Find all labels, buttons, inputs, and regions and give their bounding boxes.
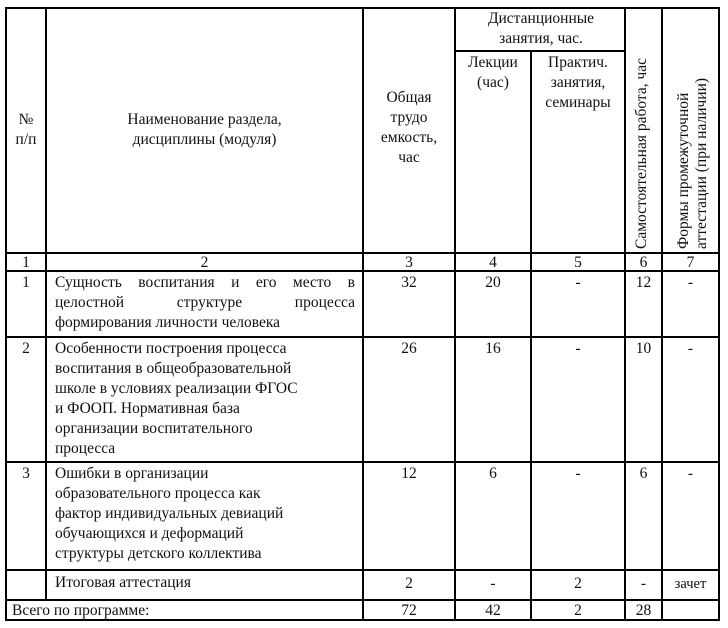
row-name [55,573,355,593]
row-total: 26 [401,340,417,357]
col-divider-4 [530,50,532,621]
row-name-line: Ошибки в организации [55,465,209,482]
header-distance [456,9,626,49]
row-name-line: Итоговая аттестация [55,574,191,591]
col-divider-1 [45,7,47,600]
divider-distance-header [454,50,626,52]
row-total: 2 [405,575,413,592]
table-border-left [5,7,7,621]
row-name-line: целостной структуре процесса [55,294,355,311]
row-total: 12 [401,465,417,482]
header-num-line: п/п [15,131,37,148]
header-name-line: дисциплины (модуля) [132,131,277,148]
row-name-line: школе в условиях реализации ФГОС [55,380,298,397]
header-total-line: емкость, [380,129,438,146]
row-lectures: 16 [485,340,501,357]
row-practice: - [575,274,581,291]
row-forms: - [687,274,694,291]
row-practice: 2 [574,575,582,592]
header-forms-line-2: аттестации (при наличии) [693,77,710,249]
row-total: 32 [401,274,417,291]
header-lectures [456,53,530,93]
header-num [7,110,45,150]
row-name-line: и ФООП. Нормативная база [55,400,240,417]
row-name-line: обучающихся и деформаций [55,525,244,542]
row-practice: - [575,340,581,357]
header-practice [532,53,624,113]
row-self-work: 10 [635,340,652,357]
header-practice-line: семинары [545,94,611,111]
row-num: 3 [22,465,30,482]
row-name [55,339,355,459]
total-lectures: 42 [485,602,501,619]
header-total-line: час [398,149,420,166]
row-self-work: 6 [639,465,648,482]
row-self-work: 12 [635,274,652,291]
row-name [55,464,355,564]
header-num-line: № [18,111,34,128]
row-self-work: - [640,575,647,592]
header-total-line: трудо [390,109,428,126]
row-name [55,273,355,333]
row-lectures: 20 [485,274,501,291]
row-name-line: формирования личности человека [55,314,281,331]
header-forms-line-1: Формы промежуточной [675,92,692,249]
row-forms: зачет [674,576,707,592]
total-practice: 2 [574,602,582,619]
header-distance-line: занятия, час. [499,30,583,47]
col-divider-5 [624,7,626,621]
row-lectures: 6 [489,465,497,482]
col-divider-6 [661,7,663,621]
header-total-line: Общая [386,89,432,106]
row-practice: - [575,465,581,482]
colnum-3: 3 [405,254,413,271]
row-name-line: фактор индивидуальных девиаций [55,505,284,522]
row-name-line: процесса [55,440,116,457]
colnum-4: 4 [489,254,497,271]
row-name-line: воспитания в общеобразовательной [55,360,292,377]
header-self-work: Самостоятельная работа, час [633,57,650,249]
header-practice-line: занятия, [550,74,606,91]
row-name-line: структуры детского коллектива [55,545,262,562]
col-divider-3 [454,7,456,621]
header-distance-line: Дистанционные [487,10,595,27]
header-name [47,110,362,150]
header-practice-line: Практич. [548,54,608,71]
row-lectures: - [490,575,496,592]
row-forms: - [687,340,694,357]
total-self-work: 28 [635,602,652,619]
header-name-line: Наименование раздела, [127,111,282,128]
colnum-7: 7 [686,254,695,271]
row-num: 1 [22,274,30,291]
total-total: 72 [401,602,417,619]
row-name-line: организации воспитательного [55,420,253,437]
header-lectures-line: (час) [477,74,509,91]
colnum-2: 2 [200,254,209,271]
row-name-line: образовательного процесса как [55,485,261,502]
colnum-1: 1 [22,254,30,271]
row-name-line: Сущность воспитания и его место в [55,274,355,291]
colnum-6: 6 [639,254,648,271]
table-border-right [718,7,720,621]
row-num: 2 [22,340,30,357]
colnum-5: 5 [574,254,582,271]
header-total [364,88,454,168]
row-name-line: Особенности построения процесса [55,340,287,357]
total-label: Всего по программе: [12,602,150,619]
header-lectures-line: Лекции [468,54,518,71]
row-forms: - [687,465,694,482]
